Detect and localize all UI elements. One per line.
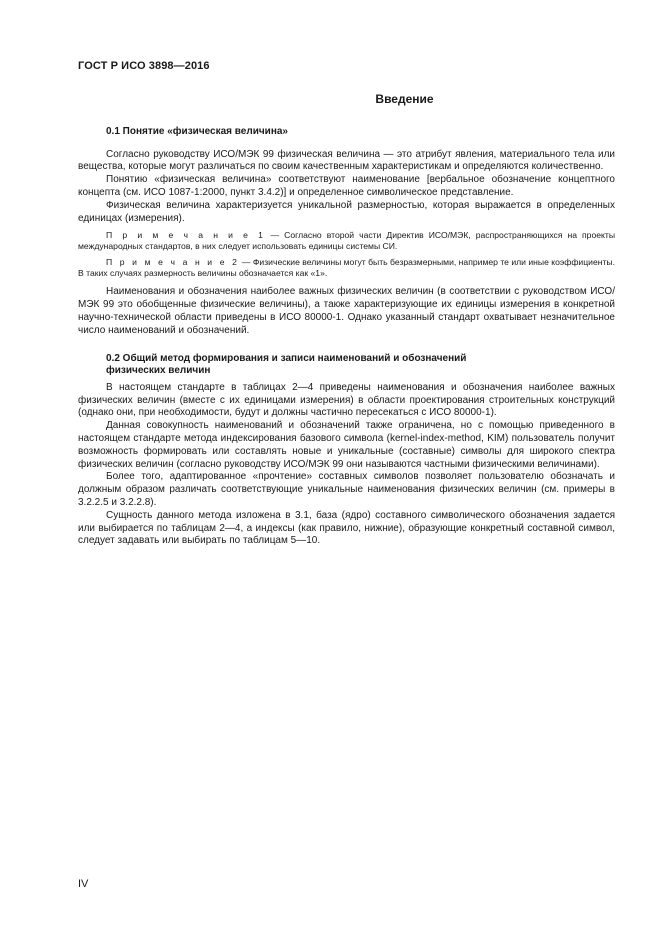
note-2-text: — Физические величины могут быть безразмерными, например те или иные коэффициенты. В таких случаях размерность величины обозначается как «1». — [78, 257, 615, 279]
paragraph: В настоящем стандарте в таблицах 2—4 приведены наименования и обозначения наиболее важных физических величин (вместе с их единицами измерения) в области проектирования строительных конструкций (однако они, при необходимости, будут и должны частично пересекаться с ИСО 80000-1). — [78, 381, 615, 419]
page-title: Введение — [375, 92, 434, 106]
note-2 — [78, 257, 615, 279]
note-1 — [78, 230, 615, 252]
paragraph: Наименования и обозначения наиболее важных физических величин (в соответствии с руководством ИСО/МЭК 99 это обобщенные физические величины), а также характеризующие их единицы измерения в конкретной научно-технической области приведены в ИСО 80000-1. Однако указанный стандарт охватывает незначительное число наименований и обозначений. — [78, 286, 615, 336]
note-1-label: П р и м е ч а н и е 1 — [106, 230, 266, 241]
paragraph: Данная совокупность наименований и обозначений также ограничена, но с помощью приведенного в настоящем стандарте метода индексирования базового символа (kernel-index-method, KIM) пользователь получит возможность формировать или составлять новые и уникальные (составные) символы для широкого спектра физических величин (согласно руководству ИСО/МЭК 99 они называются частными физическими величинами). — [78, 420, 615, 470]
section-2-heading-line2: физических величин — [106, 365, 211, 377]
paragraph: Физическая величина характеризуется уникальной размерностью, которая выражается в определенных единицах (измерения). — [78, 199, 615, 224]
main-content — [78, 126, 615, 548]
document-code: ГОСТ Р ИСО 3898—2016 — [78, 60, 210, 72]
section-2-heading-line1: 0.2 Общий метод формирования и записи наименований и обозначений — [106, 352, 467, 364]
note-2-label: П р и м е ч а н и е 2 — [106, 257, 240, 268]
paragraph: Понятию «физическая величина» соответствуют наименование [вербальное обозначение концептного концепта (см. ИСО 1087-1:2000, пункт 3.4.2)] и определенное символическое представление. — [78, 174, 615, 198]
section-2-heading — [78, 353, 615, 378]
paragraph: Согласно руководству ИСО/МЭК 99 физическая величина — это атрибут явления, материального тела или вещества, которые могут различаться по своим качественным характеристикам и определяются количественно. — [78, 148, 615, 173]
paragraph: Более того, адаптированное «прочтение» составных символов позволяет пользователю обозначать и должным образом различать соответствующие уникальные наименования физических величин (см. примеры в 3.2.2.5 и 3.2.2.8). — [78, 471, 615, 508]
page-number: IV — [78, 878, 89, 890]
section-1-heading: 0.1 Понятие «физическая величина» — [106, 126, 288, 137]
paragraph: Сущность данного метода изложена в 3.1, база (ядро) составного символического обозначения задается или выбирается по таблицам 2—4, а индексы (как правило, нижние), образующие конкретный составной символ, следует задавать или выбирать по таблицам 5—10. — [78, 509, 615, 547]
note-1-text: — Согласно второй части Директив ИСО/МЭК, распространяющихся на проекты международных стандартов, в них следует использовать единицы системы СИ. — [78, 230, 615, 252]
